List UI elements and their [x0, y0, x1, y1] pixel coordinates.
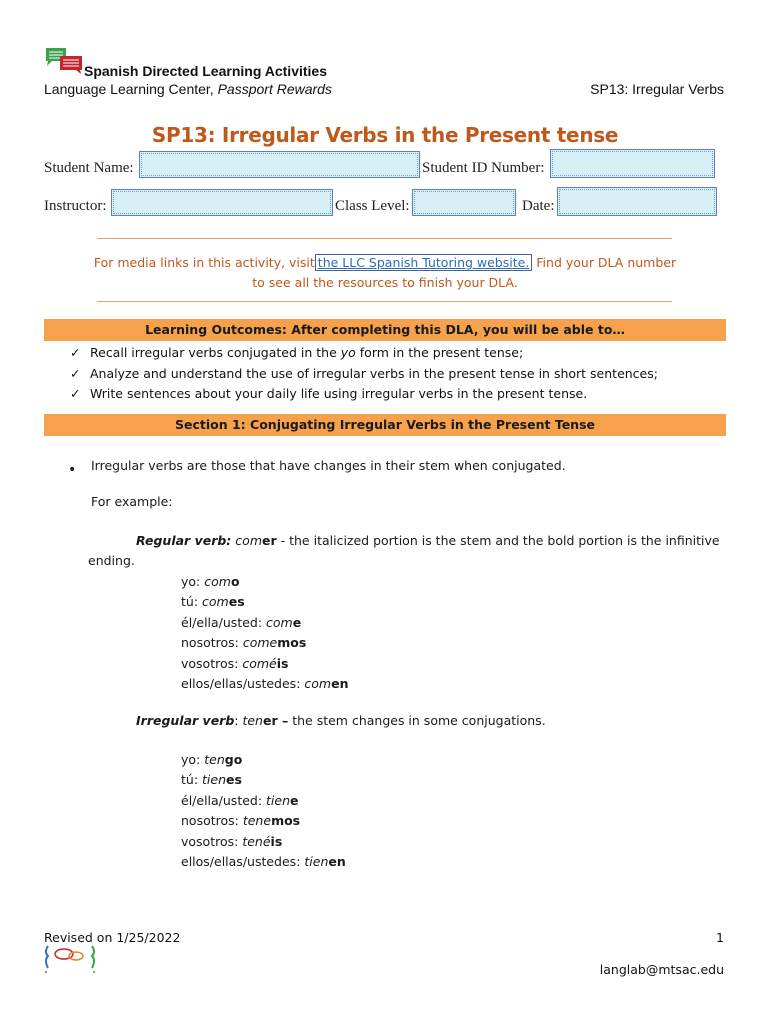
page-title: SP13: Irregular Verbs in the Present tense [151, 123, 619, 147]
student-name-label: Student Name: [44, 160, 134, 176]
conjugation-row: él/ella/usted: tiene [181, 792, 299, 808]
class-level-field[interactable] [412, 189, 516, 216]
irregular-verb-line: Irregular verb: tener – the stem changes in some conjugations. [136, 713, 546, 728]
irregular-definition: Irregular verbs are those that have changes in their stem when conjugated. [91, 458, 566, 473]
center-subtitle: Language Learning Center, Passport Rewards [44, 81, 332, 97]
conjugation-row: yo: tengo [181, 752, 243, 767]
contact-email: langlab@mtsac.edu [599, 962, 724, 977]
checkmark-icon: ✓ [70, 366, 81, 381]
learning-outcomes-heading: Learning Outcomes: After completing this DLA, you will be able to… [44, 319, 726, 341]
regular-conjugation-list [181, 572, 348, 694]
conjugation-row: vosotros: tenéis [181, 833, 283, 849]
divider-top [97, 238, 672, 239]
page-number: 1 [716, 930, 724, 945]
regular-verb-line-cont: ending. [88, 553, 135, 568]
conjugation-row: nosotros: comemos [181, 635, 307, 651]
tutoring-website-link[interactable]: the LLC Spanish Tutoring website. [315, 254, 533, 271]
bullet-icon: • [68, 462, 77, 478]
conjugation-row: él/ella/usted: come [181, 614, 302, 630]
instructor-label: Instructor: [44, 198, 107, 214]
media-note: For media links in this activity, visit the LLC Spanish Tutoring website. Find your DLA number to see all the resources to finish your DLA. [93, 255, 677, 290]
org-title: Spanish Directed Learning Activities [84, 63, 327, 79]
outcome-item: ✓ Analyze and understand the use of irregular verbs in the present tense in short sentences; [70, 366, 658, 381]
divider-bottom [97, 301, 672, 302]
llc-footer-logo-icon [42, 942, 100, 974]
student-id-label: Student ID Number: [422, 160, 545, 176]
regular-verb-line: Regular verb: comer - the italicized portion is the stem and the bold portion is the infinitive [136, 533, 720, 548]
conjugation-row: vosotros: coméis [181, 655, 289, 671]
class-level-label: Class Level: [335, 198, 410, 214]
revised-date: Revised on 1/25/2022 [44, 930, 181, 945]
conjugation-row: nosotros: tenemos [181, 813, 301, 829]
checkmark-icon: ✓ [70, 386, 81, 401]
section1-heading: Section 1: Conjugating Irregular Verbs in the Present Tense [44, 414, 726, 436]
instructor-field[interactable] [111, 189, 333, 216]
date-label: Date: [522, 198, 555, 214]
activity-code: SP13: Irregular Verbs [590, 81, 724, 97]
conjugation-row: tú: tienes [181, 772, 242, 788]
for-example-label: For example: [91, 494, 173, 509]
outcome-item: ✓ Recall irregular verbs conjugated in the yo form in the present tense; [70, 345, 524, 360]
checkmark-icon: ✓ [70, 345, 81, 360]
conjugation-row: ellos/ellas/ustedes: comen [181, 676, 349, 692]
conjugation-row: yo: como [181, 574, 240, 589]
conjugation-row: ellos/ellas/ustedes: tienen [181, 854, 346, 870]
conjugation-row: tú: comes [181, 594, 245, 610]
irregular-conjugation-list [181, 750, 346, 872]
student-name-field[interactable] [139, 151, 420, 178]
date-field[interactable] [557, 187, 717, 216]
outcome-item: ✓ Write sentences about your daily life using irregular verbs in the present tense. [70, 386, 588, 401]
speech-bubbles-logo-icon [44, 46, 84, 74]
student-id-field[interactable] [550, 149, 715, 178]
